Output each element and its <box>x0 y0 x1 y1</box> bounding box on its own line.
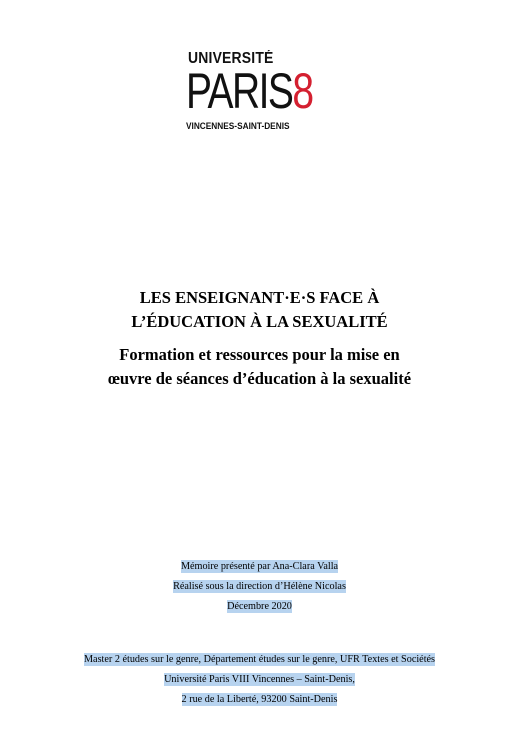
document-title <box>40 286 479 334</box>
logo-number: 8 <box>292 63 313 119</box>
memoir-supervisor: Réalisé sous la direction d’Hélène Nicolas <box>173 581 346 592</box>
title-line-1: LES ENSEIGNANT·E·S FACE À <box>139 288 380 307</box>
memoir-info <box>20 557 499 617</box>
university-logo <box>184 51 334 137</box>
logo-wordmark <box>186 63 312 119</box>
document-subtitle <box>40 343 479 391</box>
title-line-2: L’ÉDUCATION À LA SEXUALITÉ <box>131 312 388 331</box>
institution-info <box>20 650 499 710</box>
institution-address: 2 rue de la Liberté, 93200 Saint-Denis <box>181 694 338 705</box>
memoir-author: Mémoire présenté par Ana-Clara Valla <box>180 561 339 572</box>
memoir-date: Décembre 2020 <box>227 601 292 612</box>
logo-word: PARIS <box>186 63 293 119</box>
logo-subtitle: VINCENNES-SAINT-DENIS <box>186 121 290 131</box>
institution-university: Université Paris VIII Vincennes – Saint-Denis, <box>164 674 355 685</box>
subtitle-line-1: Formation et ressources pour la mise en <box>119 345 400 364</box>
logo-top-text: UNIVERSITÉ <box>188 50 274 67</box>
subtitle-line-2: œuvre de séances d’éducation à la sexualité <box>107 369 412 388</box>
institution-program: Master 2 études sur le genre, Département études sur le genre, UFR Textes et Sociétés <box>83 654 436 665</box>
